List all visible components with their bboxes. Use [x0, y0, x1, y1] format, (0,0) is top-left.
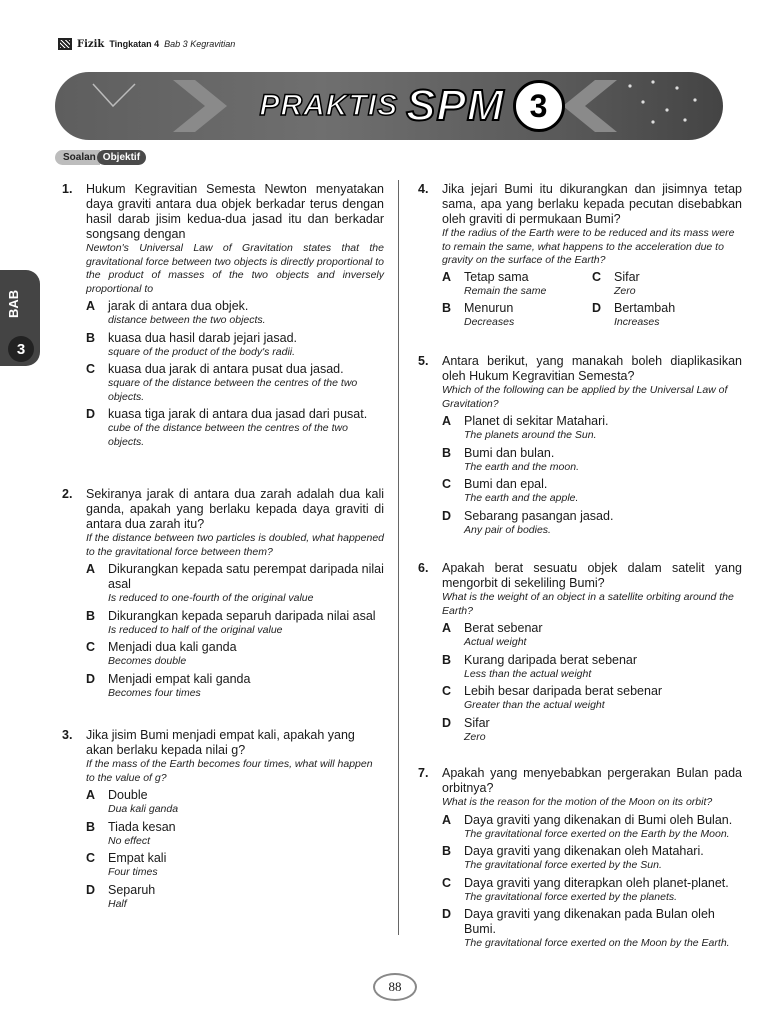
option-a[interactable]: A Planet di sekitar Matahari. The planets around the Sun.	[442, 414, 609, 441]
option-a[interactable]: A Tetap sama Remain the same	[442, 269, 547, 297]
banner-spm: SPM	[406, 81, 505, 130]
page-number: 88	[373, 973, 417, 1001]
banner-praktis: PRAKTIS	[259, 89, 399, 122]
option-a[interactable]: A Berat sebenar Actual weight	[442, 621, 543, 648]
question-stem-en: Which of the following can be applied by the Universal Law of Gravitation?	[442, 384, 728, 410]
question-stem-en: If the mass of the Earth becomes four times, what will happen to the value of g?	[86, 758, 373, 784]
side-tab-bab: BAB	[6, 289, 21, 318]
subject-label: Fizik	[77, 38, 105, 50]
running-header	[58, 38, 235, 50]
section-label	[55, 149, 146, 165]
option-b[interactable]: B Daya graviti yang dikenakan oleh Matahari. The gravitational force exerted by the Sun.	[442, 844, 704, 871]
question-2	[62, 487, 384, 700]
question-stem-ms: Jika jejari Bumi itu dikurangkan dan jisimnya tetap sama, apa yang berlaku kepada pecutan disebabkan oleh graviti di permukaan Bumi?	[442, 182, 742, 226]
side-tab-number: 3	[8, 336, 34, 362]
chapter-side-tab	[0, 270, 40, 366]
praktis-spm-banner	[55, 72, 723, 140]
question-stem-en: If the distance between two particles is doubled, what happened to the gravitational force between them?	[86, 532, 384, 558]
question-number: 3.	[62, 728, 73, 742]
question-stem-ms: Jika jisim Bumi menjadi empat kali, apakah yang akan berlaku kepada nilai g?	[86, 728, 355, 757]
question-stem-ms: Hukum Kegravitian Semesta Newton menyatakan daya graviti antara dua objek berkadar terus dengan hasil darab jisim kedua-dua jasad itu dan berkadar songsang dengan	[86, 182, 384, 241]
question-stem-en: Newton's Universal Law of Gravitation states that the gravitational force between two objects is directly proportional to the product of masses of the two objects and inversely proportional to	[86, 242, 384, 295]
question-4	[418, 182, 742, 330]
option-c[interactable]: C kuasa dua jarak di antara pusat dua jasad. square of the distance between the centres of the two objects.	[86, 362, 358, 403]
section-soalan: Soalan	[55, 150, 100, 165]
option-c[interactable]: C Bumi dan epal. The earth and the apple.	[442, 477, 579, 504]
option-a[interactable]: A jarak di antara dua objek. distance between the two objects.	[86, 299, 266, 326]
option-d[interactable]: D Bertambah Increases	[592, 301, 676, 328]
question-stem-en: If the radius of the Earth were to be reduced and its mass were to remain the same, what happens to the acceleration due to gravity on the surface of the Earth?	[442, 227, 735, 266]
column-divider	[398, 180, 399, 935]
question-number: 4.	[418, 182, 429, 196]
banner-chapter-number: 3	[513, 80, 565, 132]
section-objektif: Objektif	[97, 150, 146, 165]
question-1	[62, 182, 384, 449]
question-stem-ms: Sekiranya jarak di antara dua zarah adalah dua kali ganda, apakah yang berlaku kepada daya graviti di antara dua zarah itu?	[86, 487, 384, 531]
option-d[interactable]: D Menjadi empat kali ganda Becomes four times	[86, 671, 251, 699]
question-3	[62, 728, 384, 911]
question-stem-ms: Apakah berat sesuatu objek dalam satelit yang mengorbit di sekeliling Bumi?	[442, 561, 742, 590]
option-c[interactable]: C Menjadi dua kali ganda Becomes double	[86, 640, 237, 667]
option-b[interactable]: B Dikurangkan kepada separuh daripada nilai asal Is reduced to half of the original value	[86, 608, 376, 636]
question-5	[418, 354, 742, 537]
question-number: 1.	[62, 182, 73, 196]
question-number: 6.	[418, 561, 429, 575]
question-number: 5.	[418, 354, 429, 368]
option-b[interactable]: B Kurang daripada berat sebenar Less than the actual weight	[442, 652, 638, 680]
option-b[interactable]: B kuasa dua hasil darab jejari jasad. square of the product of the body's radii.	[86, 330, 298, 358]
banner-title	[237, 78, 587, 134]
chapter-label: Bab 3 Kegravitian	[164, 39, 236, 49]
option-a[interactable]: A Dikurangkan kepada satu perempat daripada nilai asal Is reduced to one-fourth of the original value	[86, 562, 384, 604]
options-grid	[442, 270, 742, 330]
question-stem-en: What is the reason for the motion of the Moon on its orbit?	[442, 796, 713, 808]
option-b[interactable]: B Menurun Decreases	[442, 301, 515, 328]
form-label: Tingkatan 4	[109, 39, 160, 49]
option-a[interactable]: A Double Dua kali ganda	[86, 788, 179, 815]
option-c[interactable]: C Daya graviti yang diterapkan oleh planet-planet. The gravitational force exerted by the planets.	[442, 875, 729, 903]
option-d[interactable]: D Daya graviti yang dikenakan pada Bulan oleh Bumi. The gravitational force exerted on the Moon by the Earth.	[442, 907, 730, 949]
option-c[interactable]: C Lebih besar daripada berat sebenar Greater than the actual weight	[442, 684, 663, 711]
option-d[interactable]: D Sebarang pasangan jasad. Any pair of bodies.	[442, 508, 614, 536]
question-number: 2.	[62, 487, 73, 501]
option-d[interactable]: D Separuh Half	[86, 882, 156, 910]
option-c[interactable]: C Empat kali Four times	[86, 851, 167, 878]
option-d[interactable]: D Sifar Zero	[442, 715, 490, 743]
question-stem-ms: Apakah yang menyebabkan pergerakan Bulan pada orbitnya?	[442, 766, 742, 795]
option-b[interactable]: B Tiada kesan No effect	[86, 819, 176, 847]
option-b[interactable]: B Bumi dan bulan. The earth and the moon.	[442, 445, 579, 473]
question-6	[418, 561, 742, 744]
question-number: 7.	[418, 766, 429, 780]
option-a[interactable]: A Daya graviti yang dikenakan di Bumi oleh Bulan. The gravitational force exerted on the Earth by the Moon.	[442, 812, 733, 840]
question-stem-ms: Antara berikut, yang manakah boleh diaplikasikan oleh Hukum Kegravitian Semesta?	[442, 354, 742, 383]
question-7	[418, 766, 742, 951]
book-logo-icon	[58, 38, 72, 50]
option-d[interactable]: D kuasa tiga jarak di antara dua jasad dari pusat. cube of the distance between the centres of the two objects.	[86, 407, 368, 448]
option-c[interactable]: C Sifar Zero	[592, 269, 640, 297]
question-stem-en: What is the weight of an object in a satellite orbiting around the Earth?	[442, 591, 734, 617]
